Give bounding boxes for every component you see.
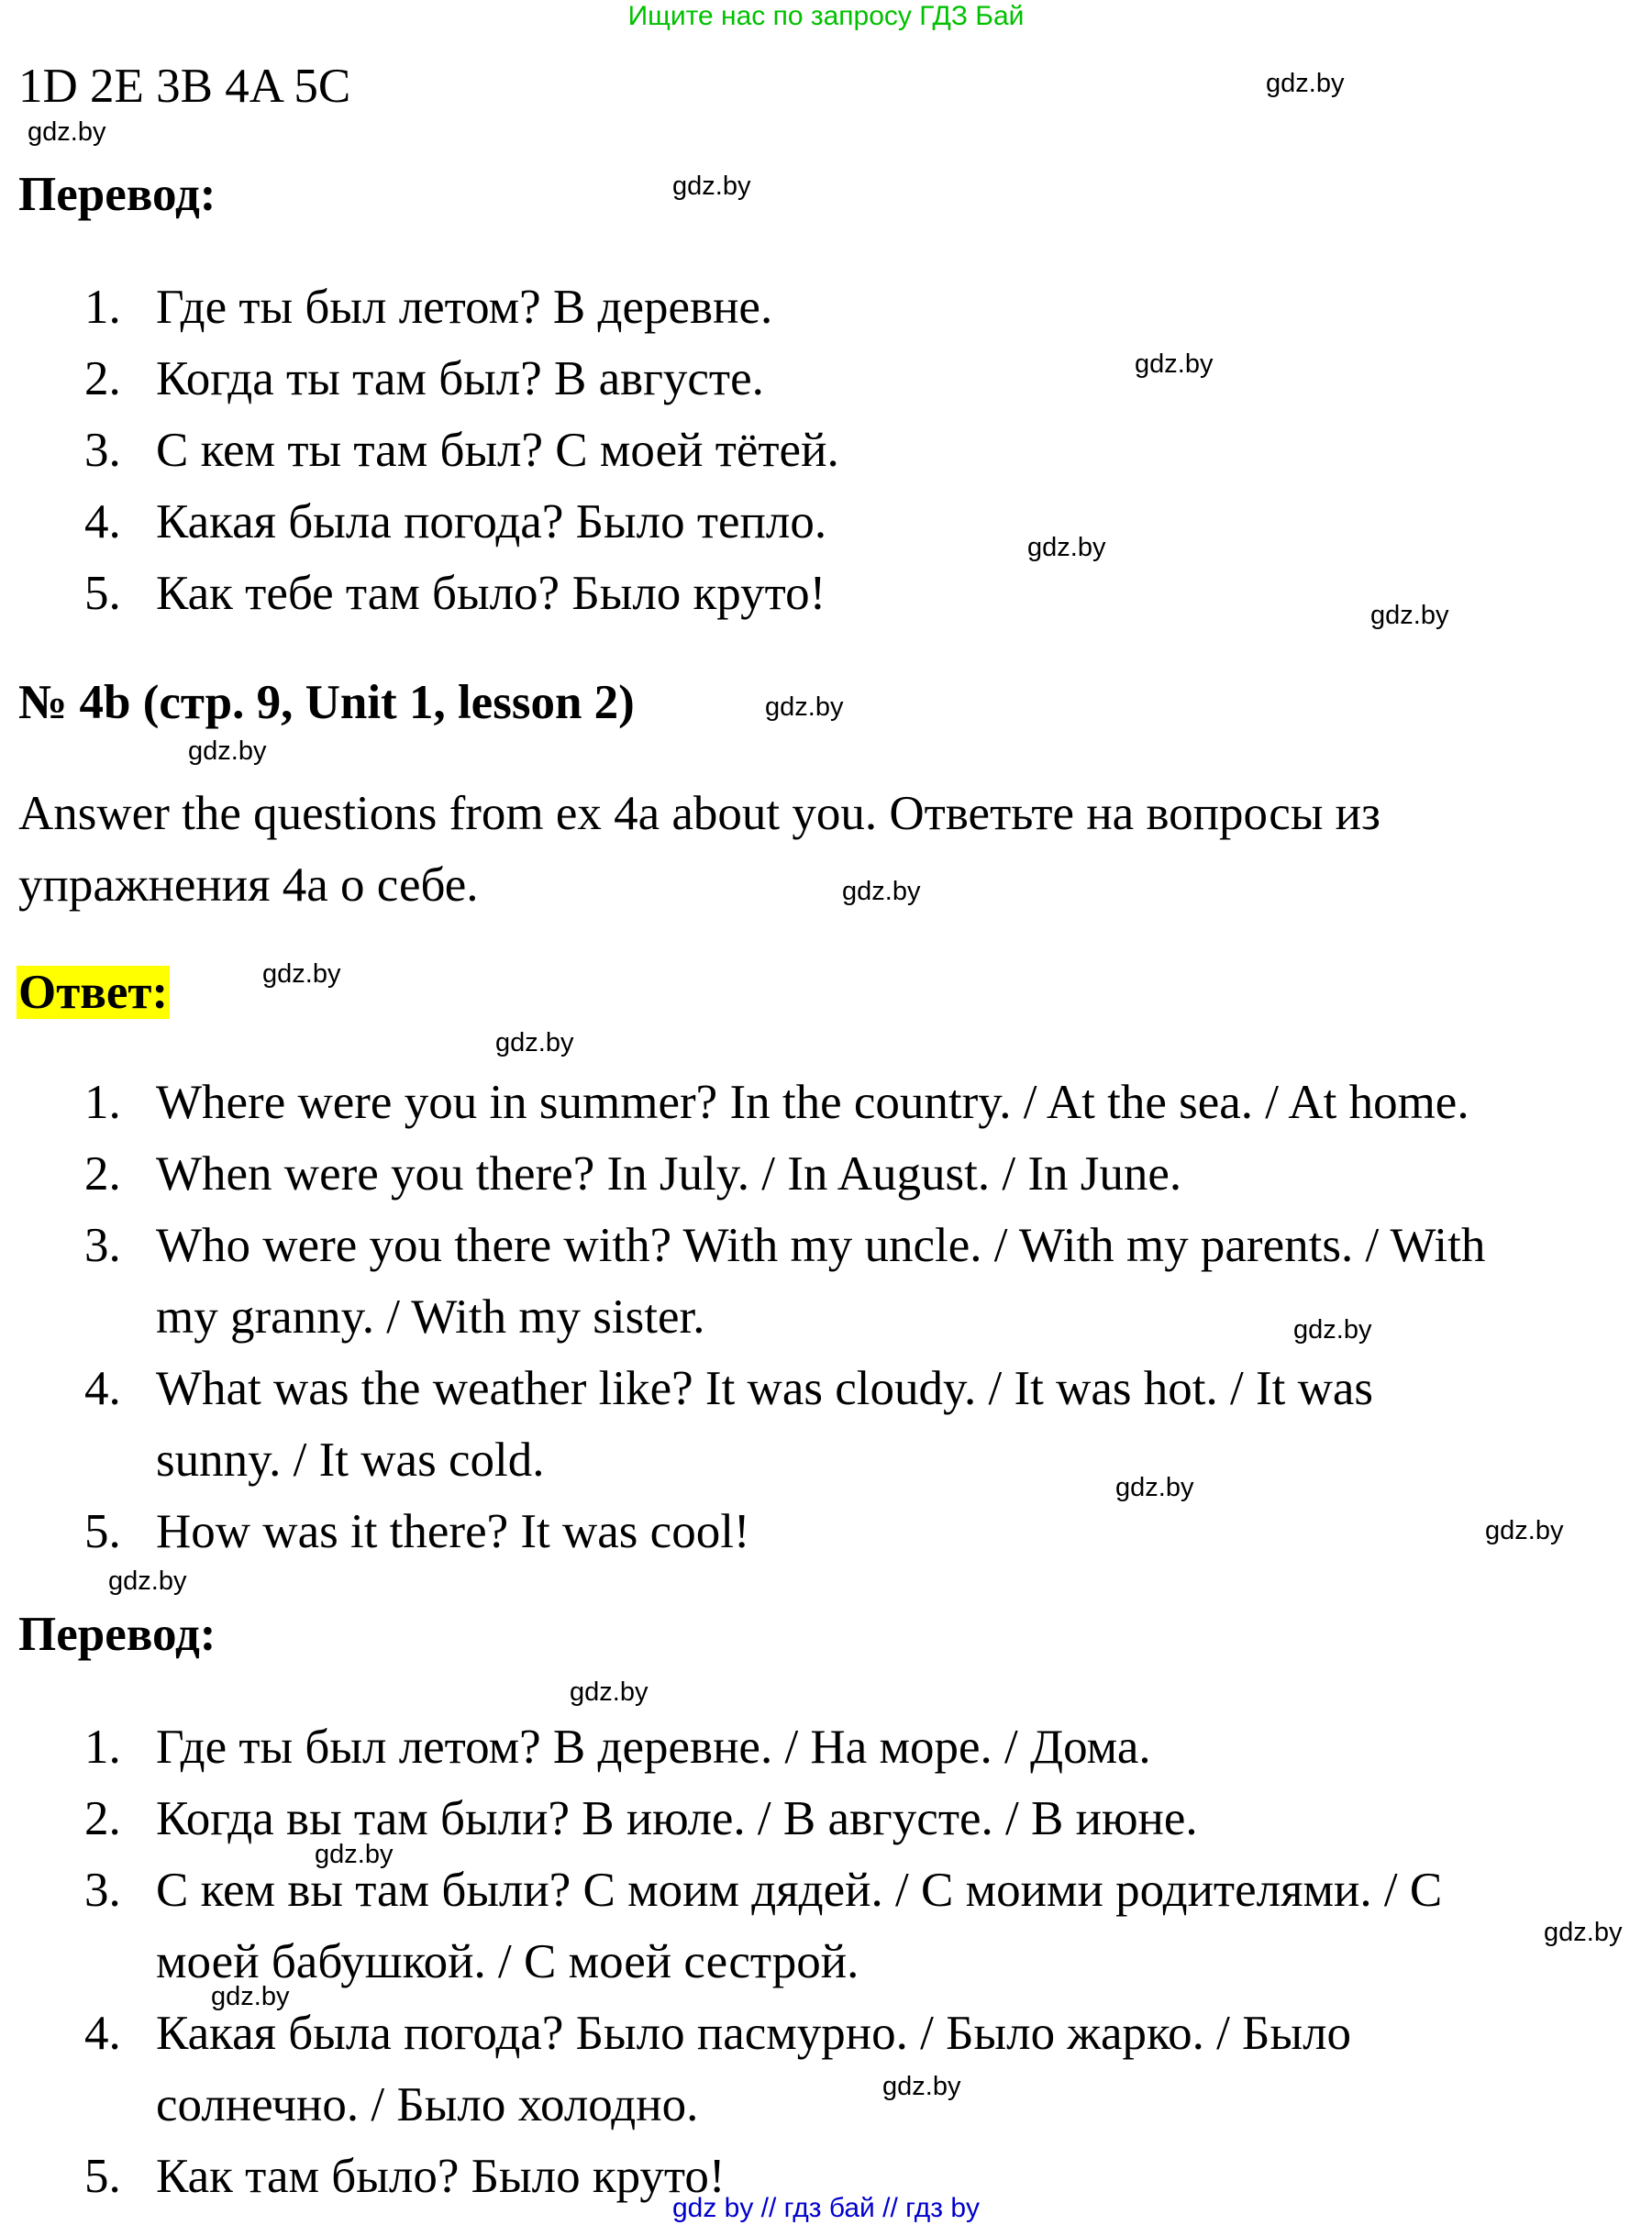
task-heading: № 4b (стр. 9, Unit 1, lesson 2) [18,676,635,729]
top-banner[interactable]: Ищите нас по запросу ГДЗ Бай [627,1,1025,31]
watermark: gdz.by [1027,533,1106,562]
task-instruction-line-2: упражнения 4а о себе. [18,858,479,912]
watermark: gdz.by [765,692,844,722]
watermark: gdz.by [211,1982,290,2011]
watermark: gdz.by [570,1677,649,1707]
watermark: gdz.by [495,1028,574,1057]
task-instruction-line-1: Answer the questions from ex 4a about you. Ответьте на вопросы из [18,787,1380,840]
translation-heading-2: Перевод: [18,1608,216,1661]
watermark: gdz.by [1293,1315,1372,1345]
watermark: gdz.by [1485,1516,1564,1545]
watermark: gdz.by [882,2072,961,2101]
watermark: gdz.by [842,877,921,906]
watermark: gdz.by [1370,601,1449,630]
watermark: gdz.by [1544,1918,1623,1947]
translation-heading-1: Перевод: [18,168,216,221]
answer-key: 1D 2E 3B 4A 5C [18,60,351,113]
watermark: gdz.by [108,1566,187,1596]
watermark: gdz.by [262,959,341,989]
watermark: gdz.by [188,736,267,766]
watermark: gdz.by [1266,69,1345,98]
watermark: gdz.by [672,172,751,201]
watermark: gdz.by [315,1840,394,1869]
watermark: gdz.by [1135,349,1214,379]
footer-banner[interactable]: gdz by // гдз бай // гдз by [671,2193,981,2223]
answer-label: Ответ: [18,966,169,1019]
watermark: gdz.by [28,117,106,147]
watermark: gdz.by [1115,1473,1194,1502]
